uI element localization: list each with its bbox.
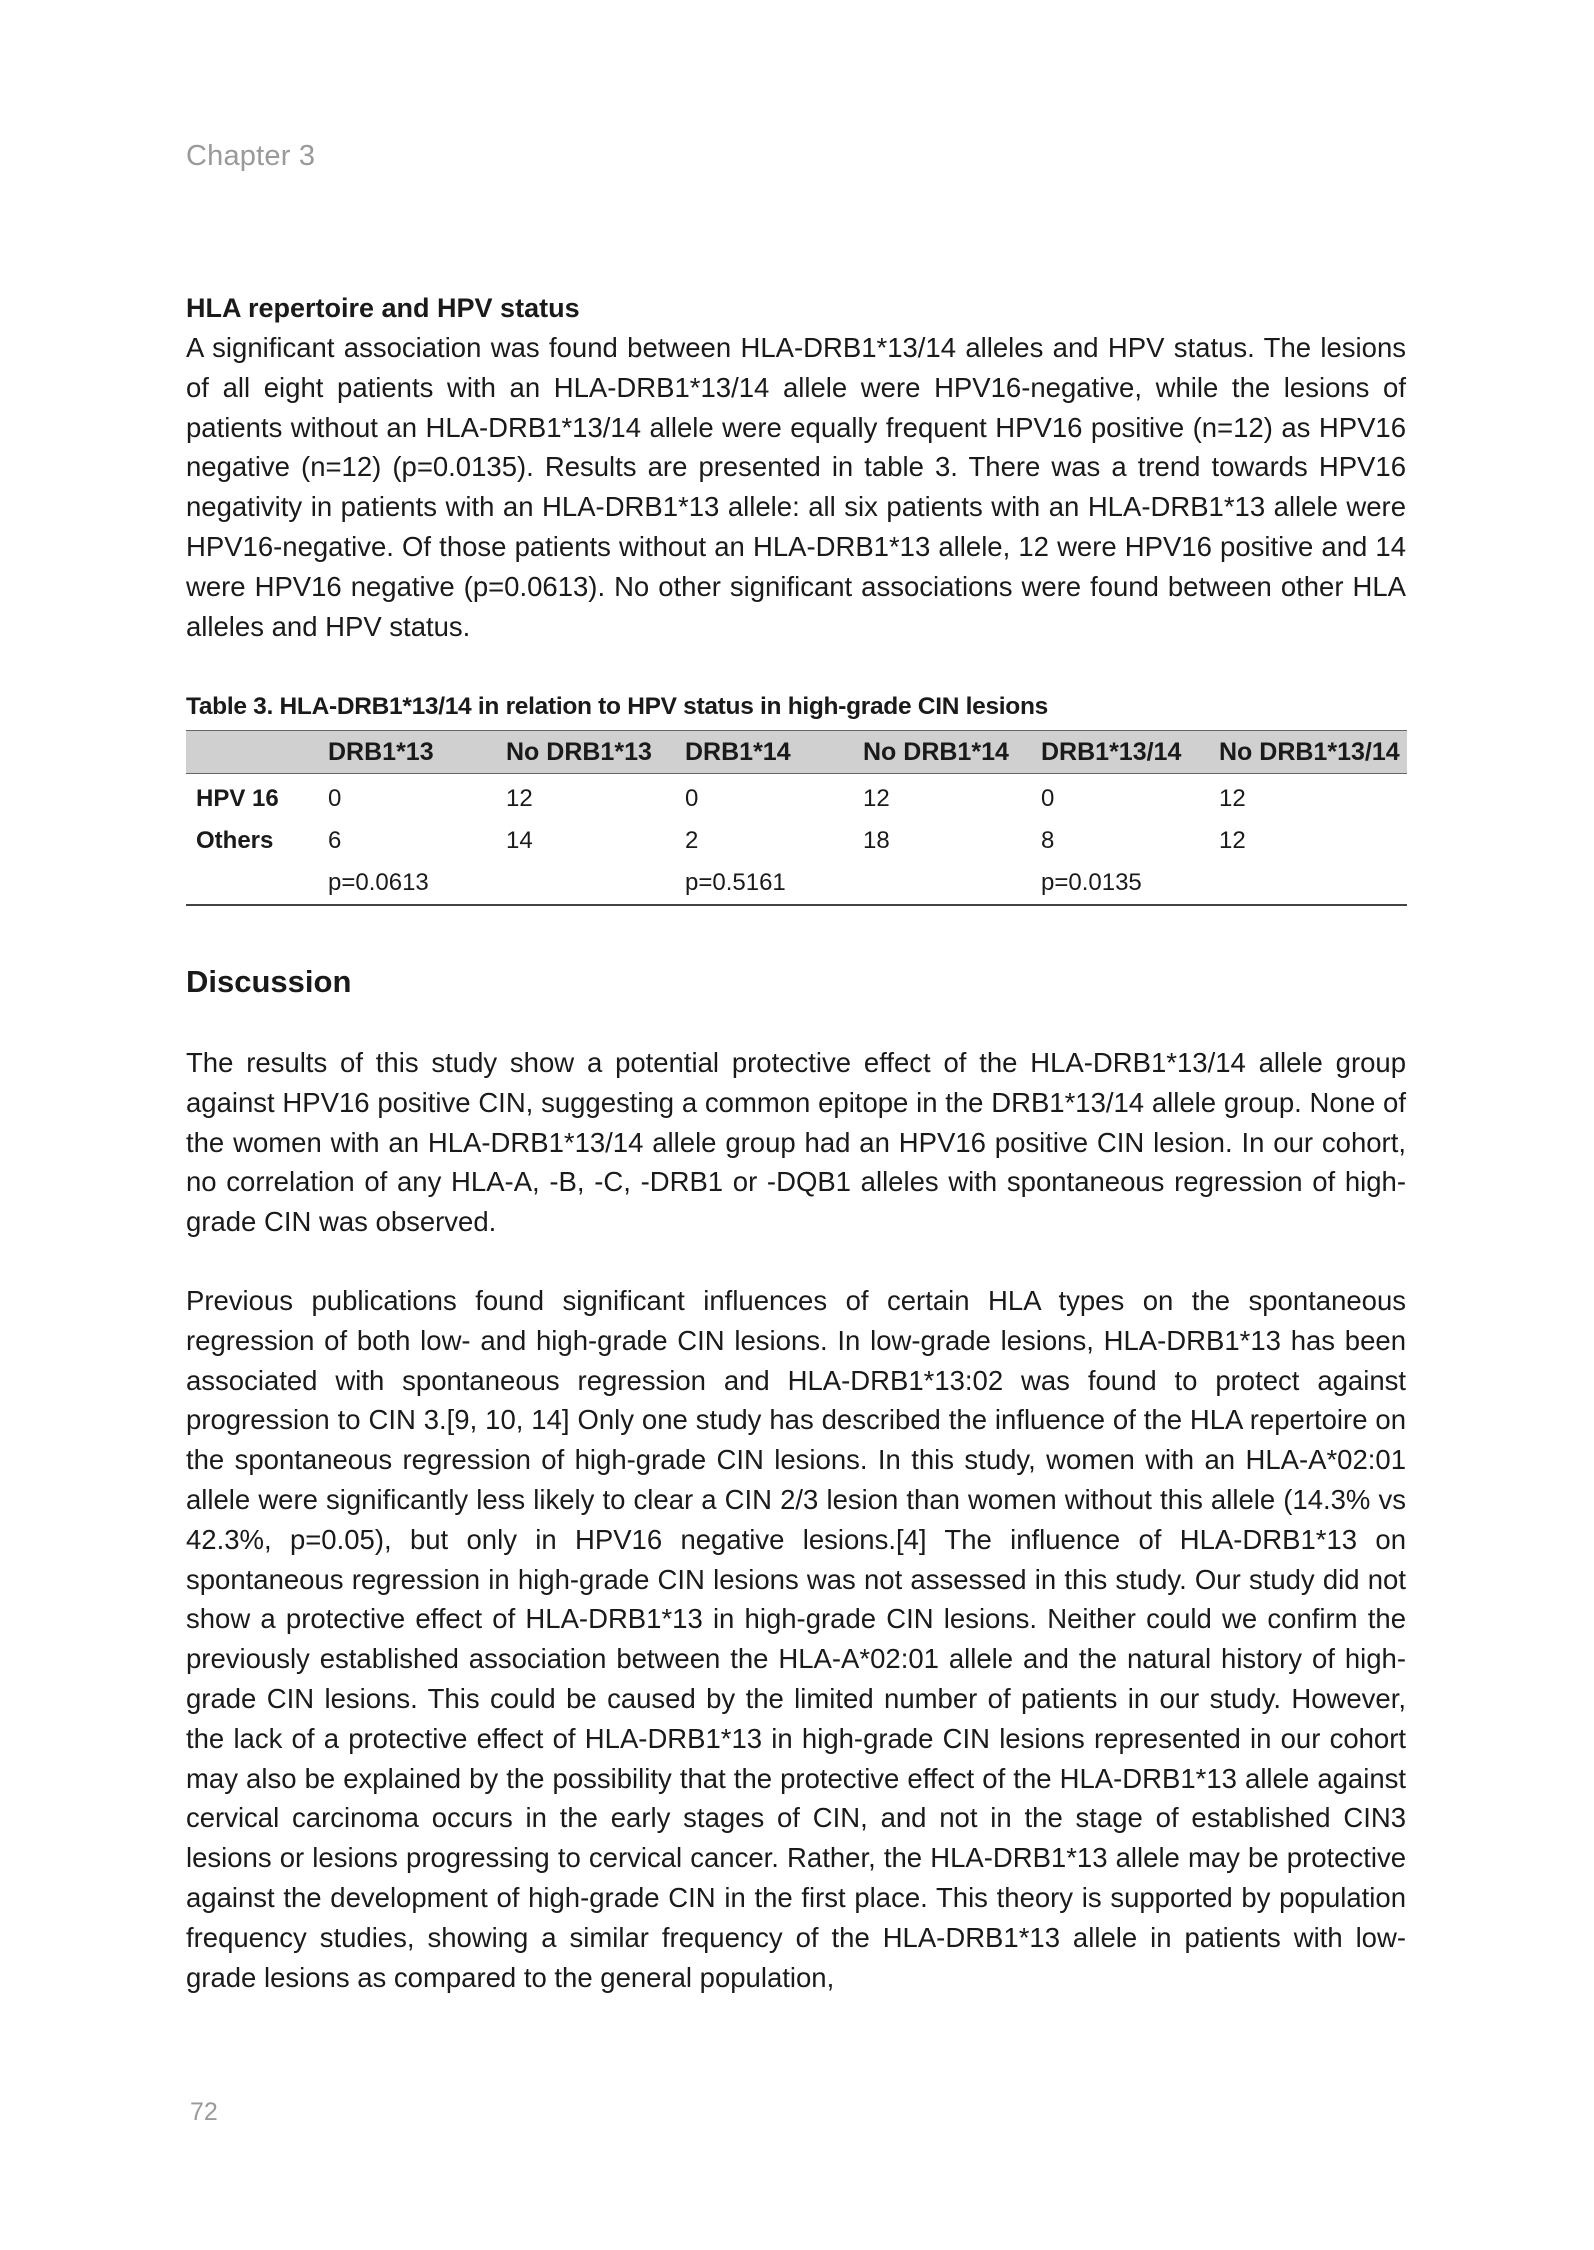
table-row — [186, 774, 1407, 821]
table-row-pvalues — [186, 862, 1407, 905]
section-heading: HLA repertoire and HPV status — [186, 293, 580, 323]
table-cell: 12 — [863, 785, 890, 812]
table-cell: 2 — [685, 827, 699, 854]
table-cell: 0 — [1041, 785, 1055, 812]
section-hla-hpv — [186, 288, 1406, 646]
table-header-row — [186, 731, 1407, 774]
section-paragraph: A significant association was found between HLA-DRB1*13/14 alleles and HPV status. The lesions of all eight patients with an HLA-DRB1*13/14 allele were HPV16-negative, while the lesions of patients without an HLA-DRB1*13/14 allele were equally frequent HPV16 positive (n=12) as HPV16 negative (n=12) (p=0.0135). Results are presented in table 3. There was a trend towards HPV16 negativity in patients with an HLA-DRB1*13 allele: all six patients with an HLA-DRB1*13 allele were HPV16-negative. Of those patients without an HLA-DRB1*13 allele, 12 were HPV16 positive and 14 were HPV16 negative (p=0.0613). No other significant associations were found between other HLA alleles and HPV status. — [186, 332, 1406, 642]
running-head: Chapter 3 — [186, 140, 316, 172]
table-cell — [863, 862, 1041, 905]
header-cell: DRB1*14 — [685, 731, 863, 774]
header-cell: DRB1*13/14 — [1041, 731, 1219, 774]
table-cell — [1219, 862, 1407, 905]
row-label — [186, 862, 328, 905]
table-cell: 12 — [1219, 827, 1246, 854]
table-cell: 18 — [863, 827, 890, 854]
discussion-block-2 — [186, 1281, 1406, 1997]
p-value-cell: p=0.5161 — [685, 862, 863, 905]
row-label: HPV 16 — [196, 785, 279, 812]
table-cell — [506, 862, 685, 905]
header-cell: No DRB1*14 — [863, 731, 1041, 774]
table-cell: 12 — [1219, 785, 1246, 812]
table-cell: 8 — [1041, 827, 1055, 854]
table-caption: Table 3. HLA-DRB1*13/14 in relation to HPV status in high-grade CIN lesions — [186, 693, 1048, 720]
discussion-heading: Discussion — [186, 964, 352, 999]
table-cell: 0 — [328, 785, 342, 812]
page-number: 72 — [190, 2098, 218, 2126]
table-row — [186, 820, 1407, 862]
table-cell: 6 — [328, 827, 342, 854]
p-value-cell: p=0.0613 — [328, 862, 506, 905]
header-cell: DRB1*13 — [328, 731, 506, 774]
row-label: Others — [196, 827, 274, 854]
table-cell: 14 — [506, 827, 533, 854]
header-cell: No DRB1*13/14 — [1219, 731, 1407, 774]
header-cell — [186, 731, 328, 774]
table-cell: 12 — [506, 785, 533, 812]
p-value-cell: p=0.0135 — [1041, 862, 1219, 905]
header-cell: No DRB1*13 — [506, 731, 685, 774]
discussion-paragraph-2: Previous publications found significant influences of certain HLA types on the spontaneous regression of both low- and high-grade CIN lesions. In low-grade lesions, HLA-DRB1*13 has been associated with spontaneous regression and HLA-DRB1*13:02 was found to protect against progression to CIN 3.[9, 10, 14] Only one study has described the influence of the HLA repertoire on the spontaneous regression of high-grade CIN lesions. In this study, women with an HLA-A*02:01 allele were significantly less likely to clear a CIN 2/3 lesion than women without this allele (14.3% vs 42.3%, p=0.05), but only in HPV16 negative lesions.[4] The influence of HLA-DRB1*13 on spontaneous regression in high-grade CIN lesions was not assessed in this study. Our study did not show a protective effect of HLA-DRB1*13 in high-grade CIN lesions. Neither could we confirm the previously established association between the HLA-A*02:01 allele and the natural history of high-grade CIN lesions. This could be caused by the limited number of patients in our study. However, the lack of a protective effect of HLA-DRB1*13 in high-grade CIN lesions represented in our cohort may also be explained by the possibility that the protective effect of the HLA-DRB1*13 allele against cervical carcinoma occurs in the early stages of CIN, and not in the stage of established CIN3 lesions or lesions progressing to cervical cancer. Rather, the HLA-DRB1*13 allele may be protective against the development of high-grade CIN in the first place. This theory is supported by population frequency studies, showing a similar frequency of the HLA-DRB1*13 allele in patients with low-grade lesions as compared to the general population, — [186, 1285, 1406, 1993]
table-cell: 0 — [685, 785, 699, 812]
discussion-block-1 — [186, 1043, 1406, 1242]
discussion-paragraph-1: The results of this study show a potential protective effect of the HLA-DRB1*13/14 allele group against HPV16 positive CIN, suggesting a common epitope in the DRB1*13/14 allele group. None of the women with an HLA-DRB1*13/14 allele group had an HPV16 positive CIN lesion. In our cohort, no correlation of any HLA-A, -B, -C, -DRB1 or -DQB1 alleles with spontaneous regression of high-grade CIN was observed. — [186, 1047, 1406, 1238]
results-table — [186, 730, 1407, 906]
